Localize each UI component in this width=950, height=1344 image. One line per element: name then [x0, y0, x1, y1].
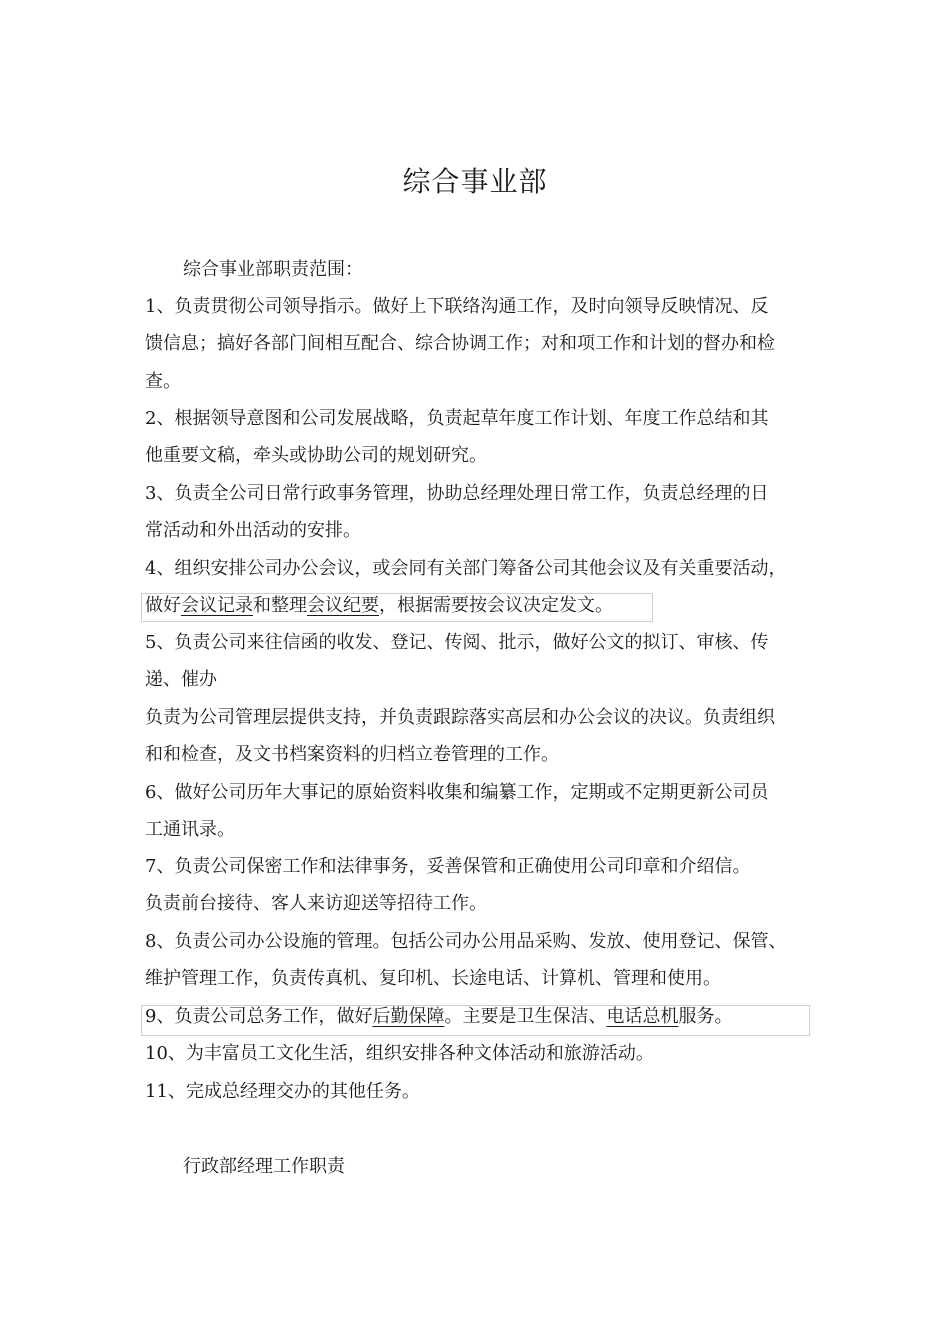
item-2-line-1: 2、根据领导意图和公司发展战略，负责起草年度工作计划、年度工作总结和其	[145, 408, 769, 429]
item-7-extra: 负责前台接待、客人来访迎送等招待工作。	[145, 893, 487, 914]
item-8-line-2: 维护管理工作，负责传真机、复印机、长途电话、计算机、管理和使用。	[145, 968, 721, 989]
logistics-link[interactable]: 后勤保障	[372, 1006, 445, 1027]
item-3-line-2: 常活动和外出活动的安排。	[145, 520, 361, 541]
item-4-line-1: 4、组织安排公司办公会议，或会同有关部门筹备公司其他会议及有关重要活动，	[145, 558, 787, 579]
item-1-line-1: 1、负责贯彻公司领导指示。做好上下联络沟通工作，及时向领导反映情况、反	[145, 296, 769, 317]
item-6-line-1: 6、做好公司历年大事记的原始资料收集和编纂工作，定期或不定期更新公司员	[145, 782, 769, 803]
item-7: 7、负责公司保密工作和法律事务，妥善保管和正确使用公司印章和介绍信。	[145, 856, 751, 877]
text-run: 9、负责公司总务工作，做好	[145, 1006, 373, 1027]
meeting-minutes-link[interactable]: 会议记录	[181, 595, 253, 616]
item-2-line-2: 他重要文稿，牵头或协助公司的规划研究。	[145, 445, 487, 466]
next-section-heading: 行政部经理工作职责	[183, 1156, 345, 1177]
scope-heading: 综合事业部职责范围：	[183, 259, 363, 280]
text-run: 。主要是卫生保洁、	[444, 1006, 607, 1027]
text-run: 做好	[145, 595, 181, 616]
item-1-line-3: 查。	[145, 371, 181, 392]
item-8-line-1: 8、负责公司办公设施的管理。包括公司办公用品采购、发放、使用登记、保管、	[145, 931, 787, 952]
item-11: 11、完成总经理交办的其他任务。	[145, 1081, 420, 1102]
item-4-line-2	[145, 594, 810, 618]
switchboard-link[interactable]: 电话总机	[606, 1006, 679, 1027]
item-5-line-1: 5、负责公司来往信函的收发、登记、传阅、批示，做好公文的拟订、审核、传	[145, 632, 769, 653]
text-run: 和整理	[253, 595, 307, 616]
text-run: 服务。	[678, 1006, 733, 1027]
item-9	[145, 1005, 810, 1029]
item-3-line-1: 3、负责全公司日常行政事务管理，协助总经理处理日常工作，负责总经理的日	[145, 483, 769, 504]
item-5-line-2: 递、催办	[145, 669, 217, 690]
text-run: ，根据需要按会议决定发文。	[379, 595, 613, 616]
item-5-extra-line-2: 和和检查，及文书档案资料的归档立卷管理的工作。	[145, 744, 559, 765]
item-5-extra-line-1: 负责为公司管理层提供支持，并负责跟踪落实高层和办公会议的决议。负责组织	[145, 707, 775, 728]
document-title: 综合事业部	[402, 165, 548, 198]
item-6-line-2: 工通讯录。	[145, 819, 235, 840]
meeting-summary-link[interactable]: 会议纪要	[307, 595, 379, 616]
item-10: 10、为丰富员工文化生活，组织安排各种文体活动和旅游活动。	[145, 1043, 654, 1064]
item-1-line-2: 馈信息；搞好各部门间相互配合、综合协调工作；对和项工作和计划的督办和检	[145, 333, 775, 354]
